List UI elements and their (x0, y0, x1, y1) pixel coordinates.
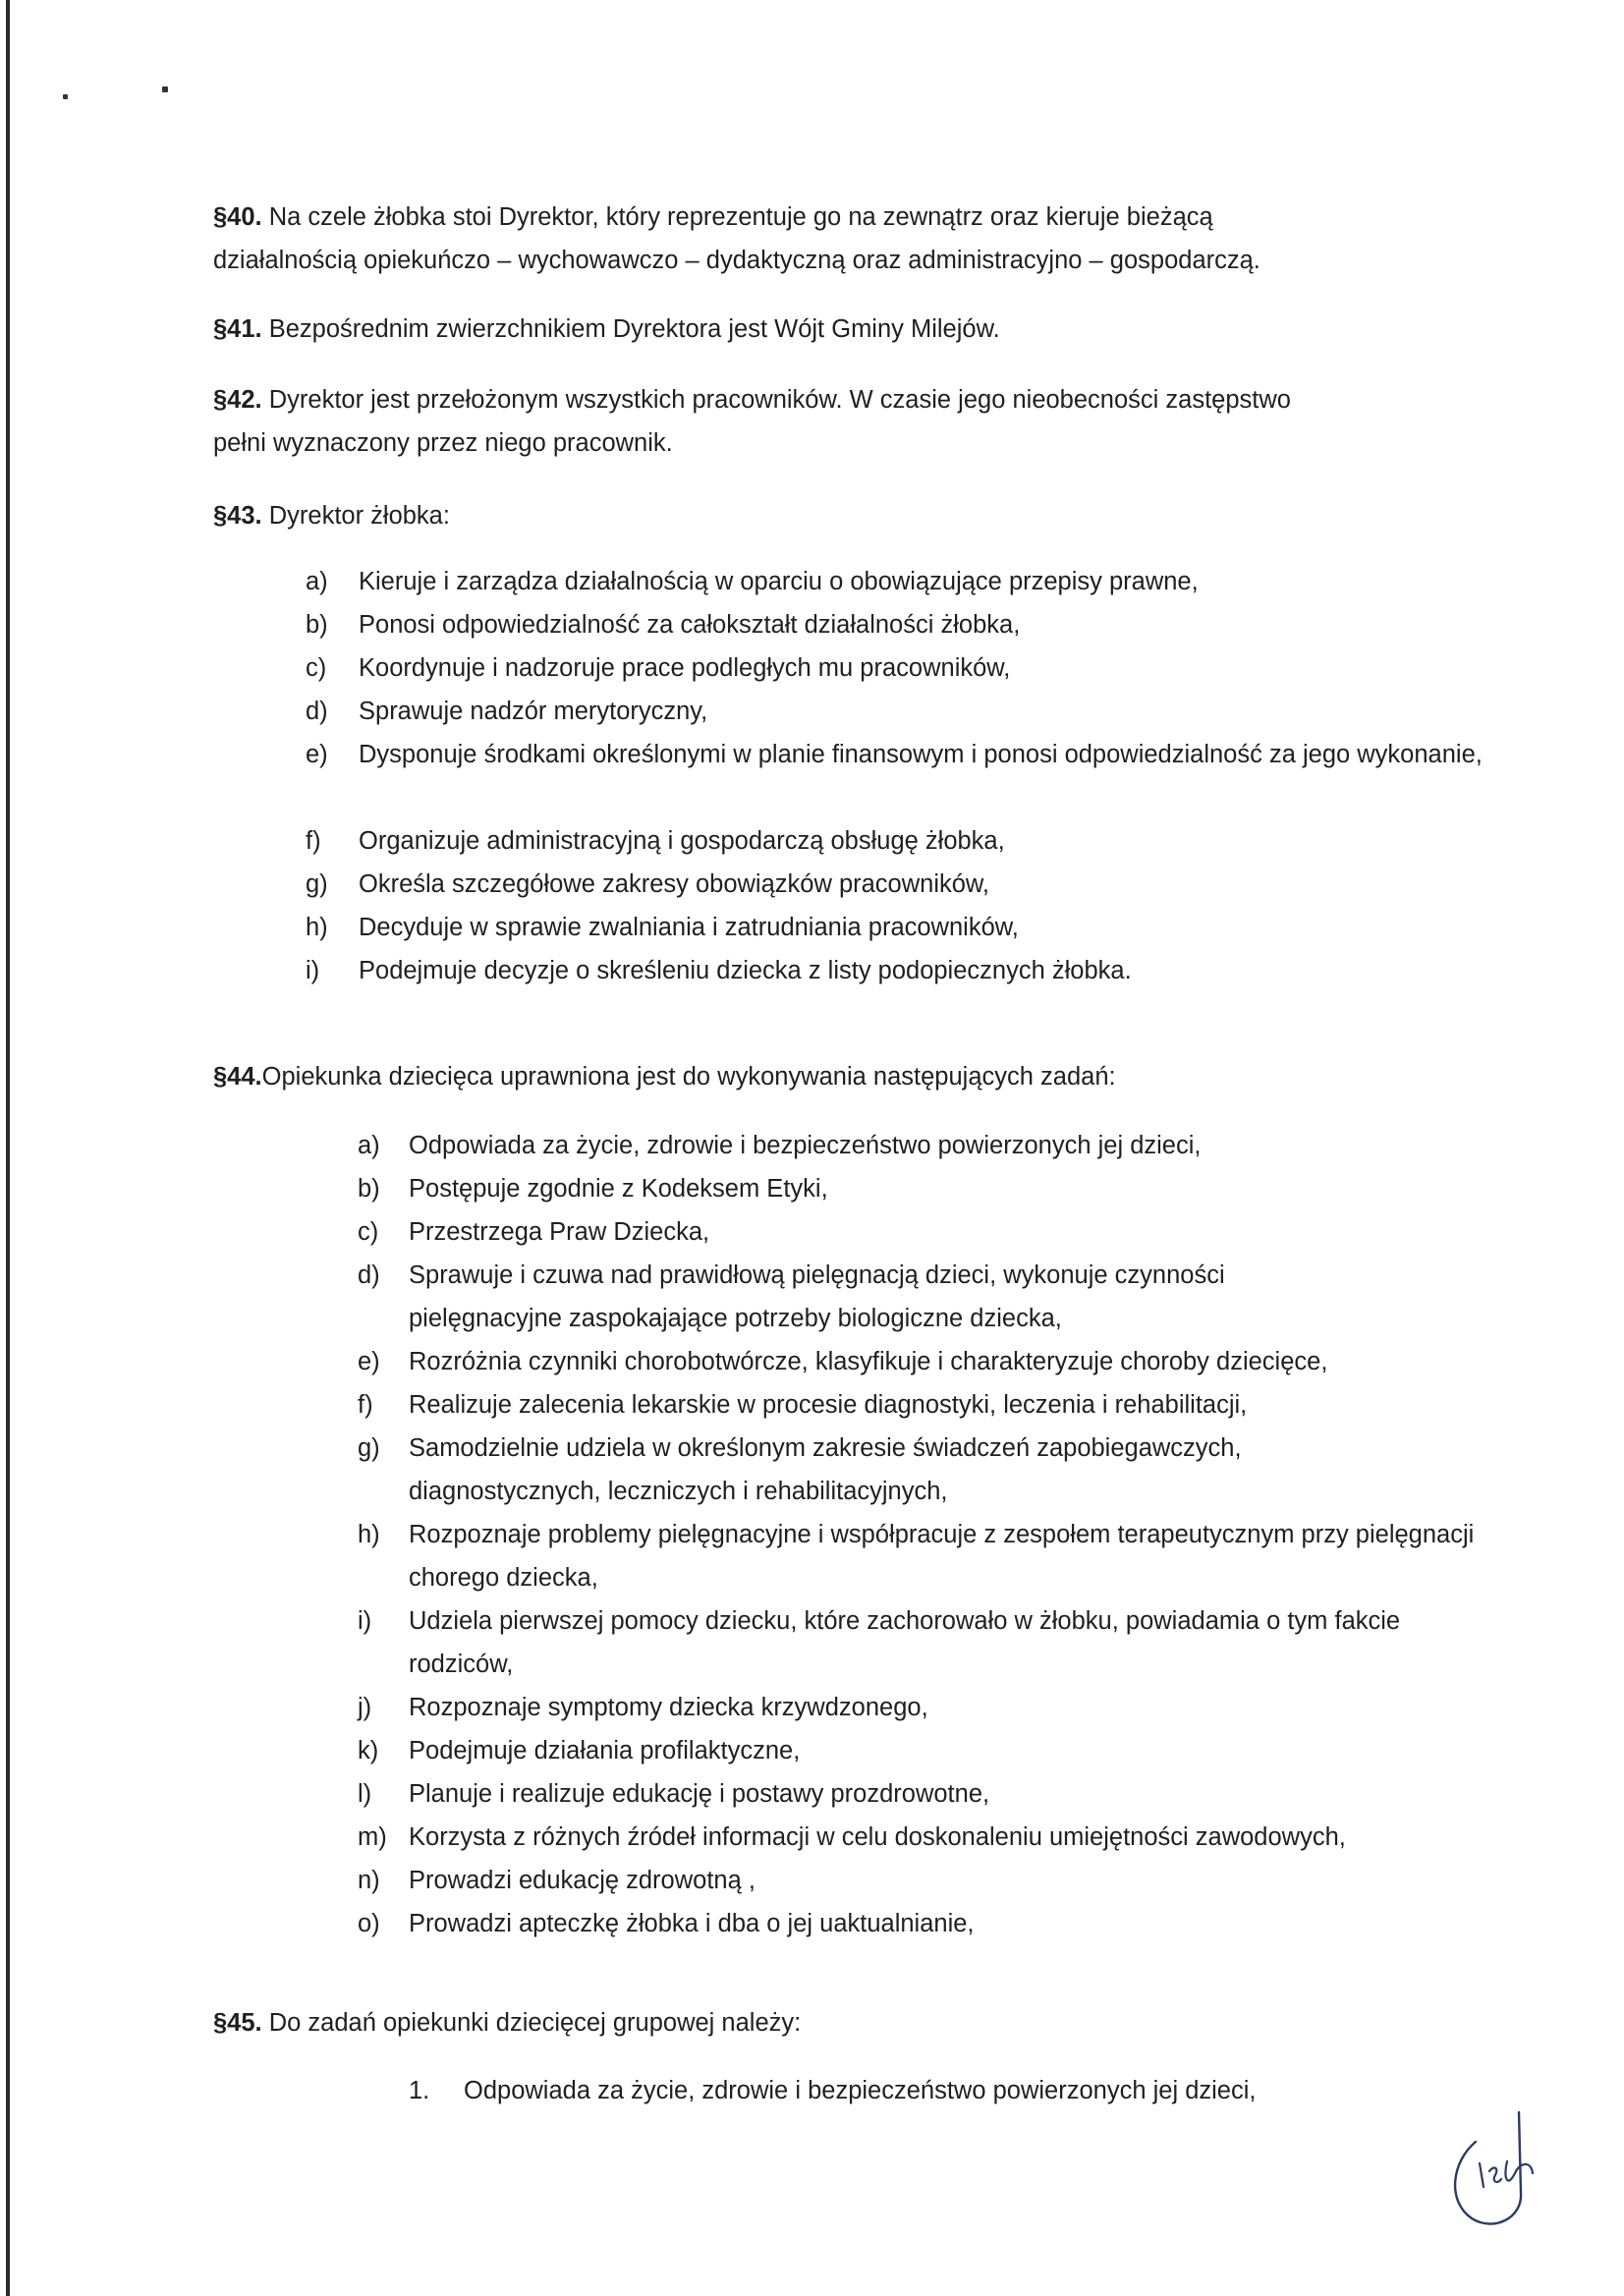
signature-mark (1425, 2102, 1572, 2230)
paragraph-text: Na czele żłobka stoi Dyrektor, który reprezentuje go na zewnątrz oraz kieruje bieżącą (261, 203, 1213, 231)
list-item: d) Sprawuje nadzór merytoryczny, (306, 698, 708, 725)
list-item: j) Rozpoznaje symptomy dziecka krzywdzonego, (358, 1694, 928, 1721)
paragraph-text: Dyrektor żłobka: (261, 502, 450, 530)
scan-speck (162, 86, 168, 92)
paragraph-42-line2: pełni wyznaczony przez niego pracownik. (213, 429, 673, 457)
paragraph-40 (213, 196, 1213, 239)
list-item: e) Rozróżnia czynniki chorobotwórcze, klasyfikuje i charakteryzuje choroby dziecięce, (358, 1348, 1328, 1375)
section-number: §42. (213, 386, 262, 414)
section-number: §40. (213, 203, 262, 231)
list-item: b) Ponosi odpowiedzialność za całokształt działalności żłobka, (306, 611, 1021, 639)
list-item: f) Realizuje zalecenia lekarskie w procesie diagnostyki, leczenia i rehabilitacji, (358, 1391, 1248, 1419)
list-44 (358, 1124, 1497, 1945)
list-item: k) Podejmuje działania profilaktyczne, (358, 1737, 801, 1764)
list-item: o) Prowadzi apteczkę żłobka i dba o jej uaktualnianie, (358, 1910, 975, 1937)
paragraph-text: Opiekunka dziecięca uprawniona jest do wykonywania następujących zadań: (261, 1063, 1116, 1091)
list-item: m) Korzysta z różnych źródeł informacji w celu doskonaleniu umiejętności zawodowych, (358, 1823, 1346, 1851)
paragraph-42 (213, 378, 1291, 421)
paragraph-41 (213, 308, 1000, 351)
list-item: i) Udziela pierwszej pomocy dziecku, które zachorowało w żłobku, powiadamia o tym fakcie rodziców, (358, 1607, 1401, 1678)
section-number: §41. (213, 315, 262, 343)
list-item: f) Organizuje administracyjną i gospodarczą obsługę żłobka, (306, 827, 1005, 855)
list-item: b) Postępuje zgodnie z Kodeksem Etyki, (358, 1175, 828, 1203)
list-item: c) Przestrzega Praw Dziecka, (358, 1218, 710, 1246)
scan-edge (6, 0, 10, 2296)
list-item: n) Prowadzi edukację zdrowotną , (358, 1867, 756, 1894)
paragraph-text: Dyrektor jest przełożonym wszystkich pracowników. W czasie jego nieobecności zastępstwo (261, 386, 1291, 414)
list-item: 1. Odpowiada za życie, zdrowie i bezpieczeństwo powierzonych jej dzieci, (409, 2077, 1257, 2104)
list-item: h) Decyduje w sprawie zwalniania i zatrudniania pracowników, (306, 914, 1019, 941)
list-item: a) Kieruje i zarządza działalnością w oparciu o obowiązujące przepisy prawne, (306, 568, 1199, 595)
section-number: §43. (213, 502, 262, 530)
list-item: e) Dysponuje środkami określonymi w planie finansowym i ponosi odpowiedzialność za jego wykonanie, (306, 741, 1483, 768)
list-45 (409, 2069, 1489, 2112)
list-43 (306, 560, 1494, 992)
scan-speck (63, 94, 68, 99)
paragraph-text: Bezpośrednim zwierzchnikiem Dyrektora jest Wójt Gminy Milejów. (261, 315, 1000, 343)
list-item: a) Odpowiada za życie, zdrowie i bezpieczeństwo powierzonych jej dzieci, (358, 1132, 1202, 1159)
section-number: §45. (213, 2009, 262, 2037)
list-item: i) Podejmuje decyzje o skreśleniu dziecka z listy podopiecznych żłobka. (306, 957, 1132, 984)
paragraph-45 (213, 2001, 801, 2044)
list-item: c) Koordynuje i nadzoruje prace podległych mu pracowników, (306, 654, 1011, 682)
list-item: g) Określa szczegółowe zakresy obowiązków pracowników, (306, 870, 990, 898)
list-item: l) Planuje i realizuje edukację i postawy prozdrowotne, (358, 1780, 990, 1808)
list-item: g) Samodzielnie udziela w określonym zakresie świadczeń zapobiegawczych, diagnostycznych, leczniczych i rehabilitacyjnych, (358, 1434, 1242, 1505)
paragraph-40-line2: działalnością opiekuńczo – wychowawczo – dydaktyczną oraz administracyjno – gospodarczą. (213, 247, 1260, 274)
list-item: d) Sprawuje i czuwa nad prawidłową pielęgnacją dzieci, wykonuje czynności pielęgnacyjne zaspokajające potrzeby biologiczne dziecka, (358, 1261, 1225, 1332)
list-item: h) Rozpoznaje problemy pielęgnacyjne i współpracuje z zespołem terapeutycznym przy pielęgnacji chorego dziecka, (358, 1521, 1475, 1592)
section-number: §44. (213, 1063, 262, 1091)
paragraph-43 (213, 494, 450, 537)
paragraph-text: Do zadań opiekunki dziecięcej grupowej należy: (261, 2009, 802, 2037)
paragraph-44 (213, 1055, 1116, 1098)
